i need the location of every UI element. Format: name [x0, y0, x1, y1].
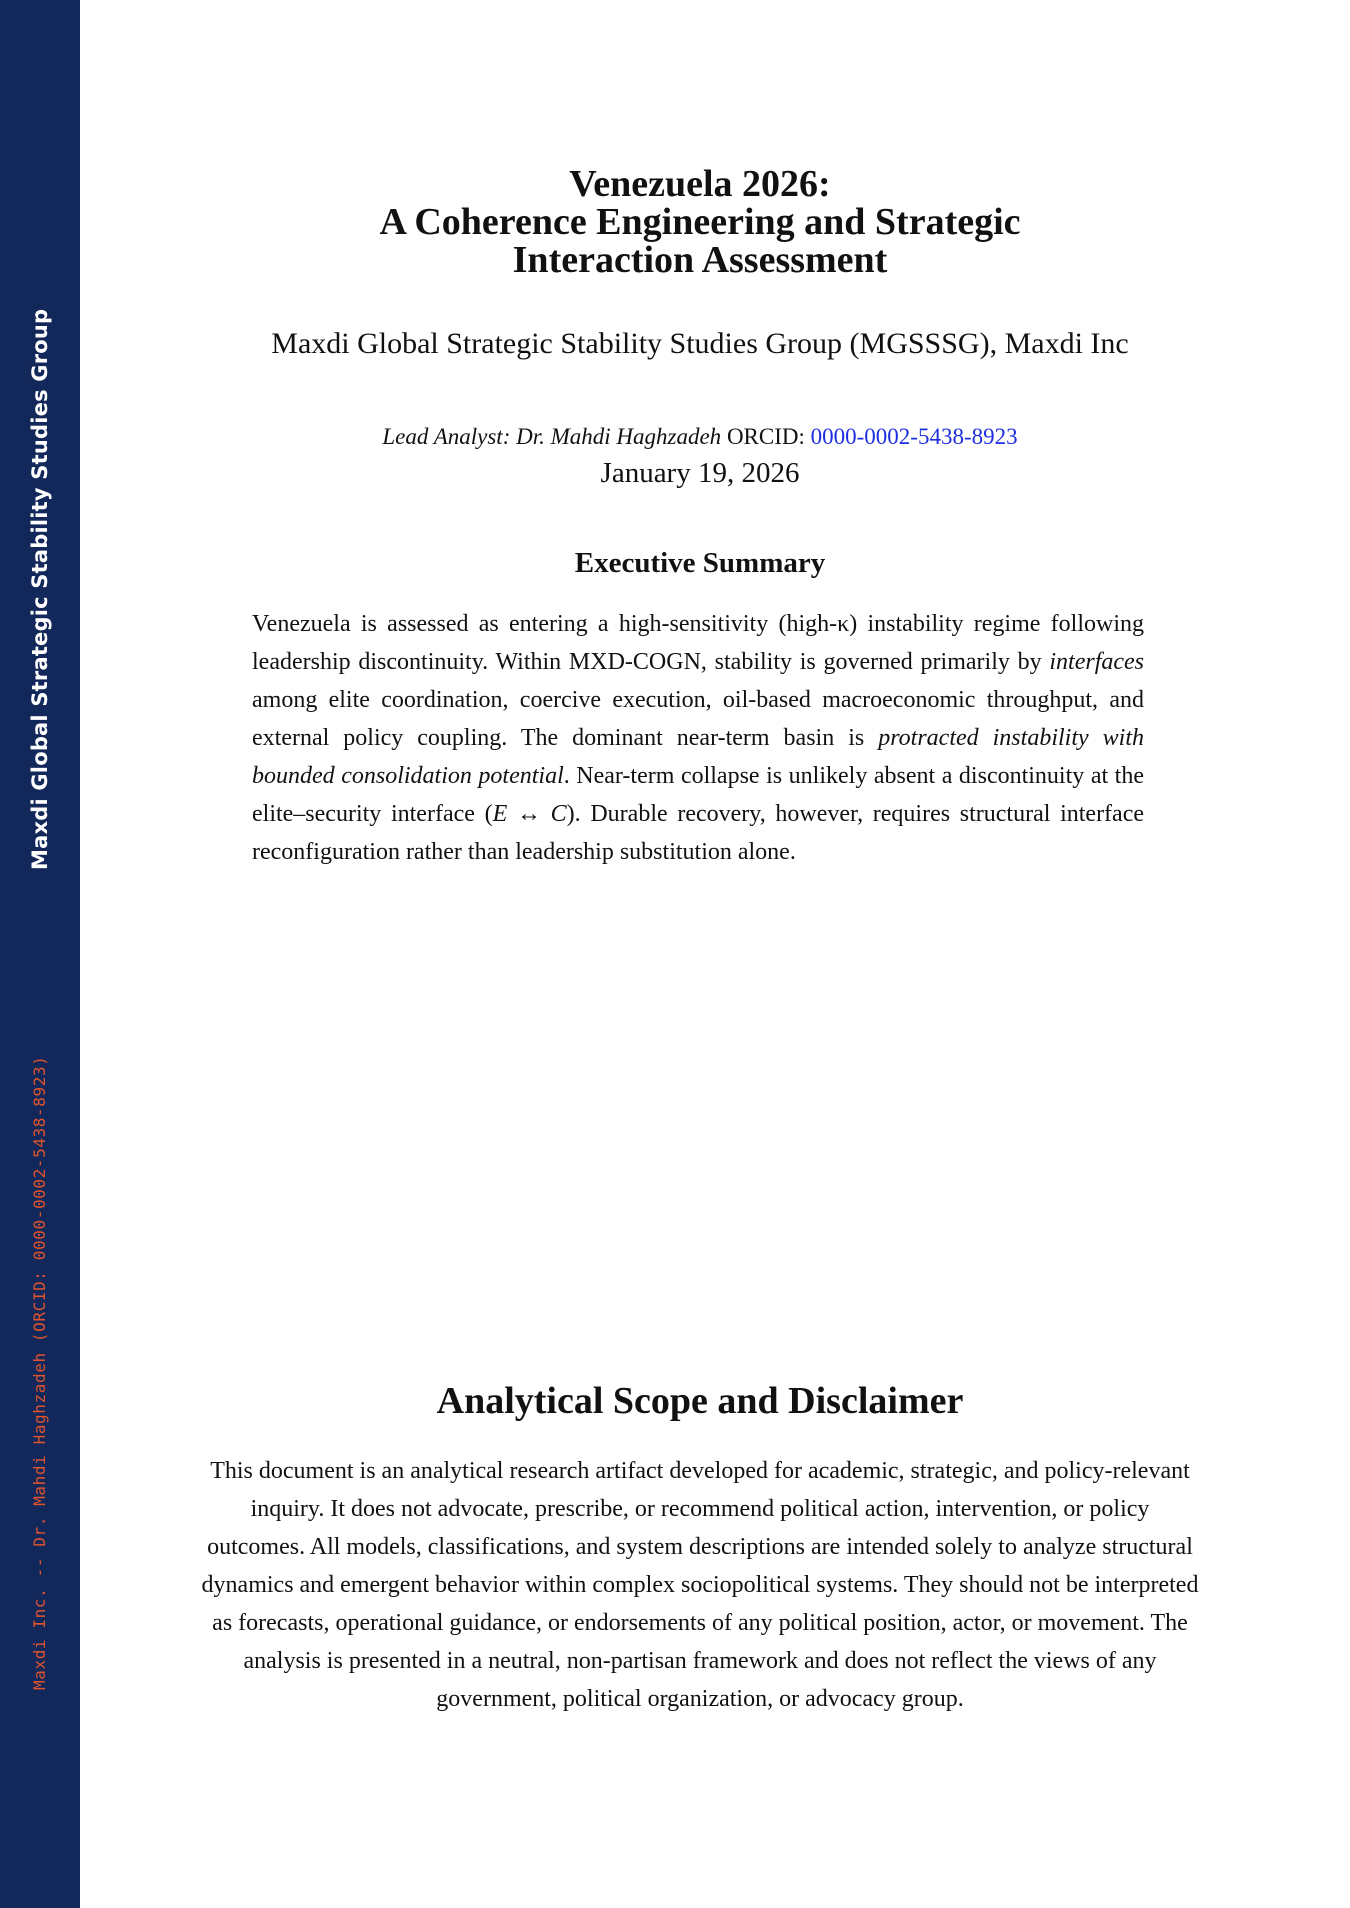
summary-text: . Near-term collapse is unlikely absent a discontinuity at the elite–security interface (: [252, 763, 1144, 827]
publication-date: January 19, 2026: [600, 457, 800, 489]
orcid-label: ORCID:: [726, 424, 805, 449]
summary-emphasis: protracted instability with bounded consolidation potential: [252, 725, 1144, 789]
orcid-link[interactable]: 0000-0002-5438-8923: [810, 424, 1018, 449]
title-line-3: Interaction Assessment: [512, 239, 888, 281]
scope-disclaimer-body: This document is an analytical research artifact developed for academic, strategic, and policy-relevant inquiry. It does not advocate, prescribe, or recommend political action, intervention, or policy outcomes. All models, classifications, and system descriptions are intended solely to analyze structural dynamics and emergent behavior within complex sociopolitical systems. They should not be interpreted as forecasts, operational guidance, or endorsements of any political position, actor, or movement. The analysis is presented in a neutral, non-partisan framework and does not reflect the views of any government, political organization, or advocacy group.: [201, 1458, 1199, 1712]
summary-text: ). Durable recovery, however, requires structural interface reconfiguration rather than leadership substitution alone.: [252, 801, 1145, 865]
sidebar-author-label: Maxdi Inc. -- Dr. Mahdi Haghzadeh (ORCID: 0000-0002-5438-8923): [30, 1055, 49, 1690]
author-affiliation: Maxdi Global Strategic Stability Studies Group (MGSSSG), Maxdi Inc: [271, 327, 1129, 360]
document-title: [200, 165, 1200, 279]
executive-summary-body: [252, 605, 1144, 871]
lead-analyst-name: Lead Analyst: Dr. Mahdi Haghzadeh: [382, 424, 722, 449]
executive-summary-heading: Executive Summary: [574, 547, 826, 579]
scope-disclaimer-heading: Analytical Scope and Disclaimer: [436, 1380, 964, 1422]
summary-text: among elite coordination, coercive execution, oil-based macroeconomic throughput, and external policy coupling. The dominant near-term basin is: [252, 687, 1144, 751]
summary-math-expression: E ↔ C: [492, 801, 567, 827]
sidebar-band: [0, 0, 80, 1908]
title-line-1: Venezuela 2026:: [569, 163, 831, 205]
title-line-2: A Coherence Engineering and Strategic: [379, 201, 1021, 243]
sidebar-group-label: Maxdi Global Strategic Stability Studies Group: [28, 308, 52, 870]
lead-analyst-line: [200, 422, 1200, 452]
summary-emphasis: interfaces: [1049, 649, 1144, 675]
summary-text: Venezuela is assessed as entering a high-sensitivity (high-κ) instability regime following leadership discontinuity. Within MXD-COGN, stability is governed primarily by: [252, 611, 1144, 675]
